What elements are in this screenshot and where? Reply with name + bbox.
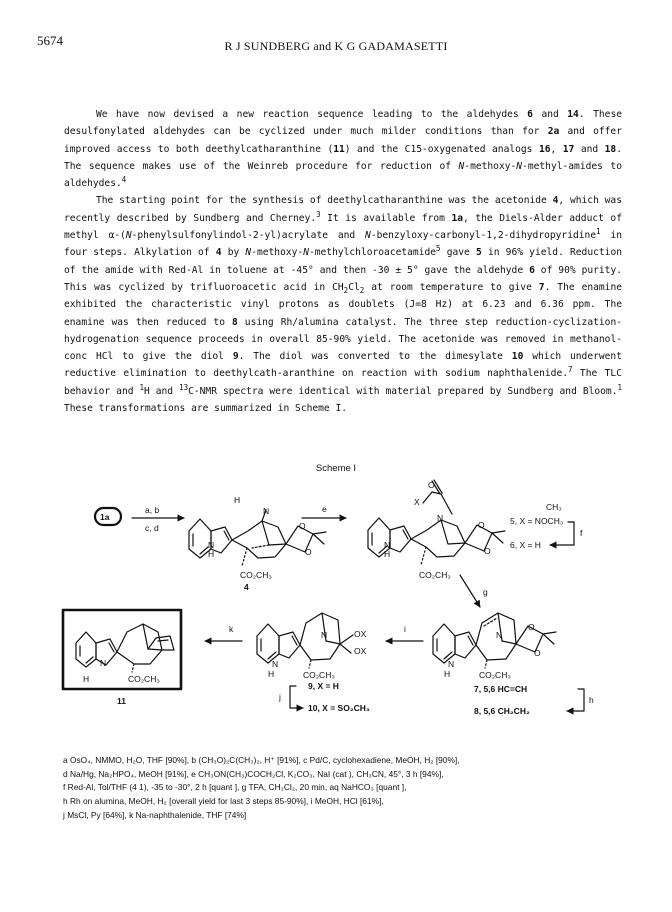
page-number: 5674: [37, 33, 63, 48]
compound-label: 7, 5,6 HC=CH: [474, 684, 528, 694]
atom-label: H: [384, 549, 391, 559]
atom-label: N: [321, 630, 328, 640]
compound-number: 11: [117, 696, 126, 706]
compound-label: 5, X = NOCH₃: [510, 516, 564, 526]
reference-marker: 3: [316, 209, 321, 219]
atom-label: O: [534, 648, 541, 658]
atom-label: N: [437, 513, 444, 523]
footnote-line: d Na/Hg, Na₂HPO₄, MeOH [91%], e CH₃ON(CH₃)COCH₂Cl, K₂CO₃, NaI (cat ), CH₃CN, 45°, 3 h [94%],: [63, 768, 444, 779]
compound-7-8-structure: [433, 613, 556, 668]
scheme-labels: [83, 480, 594, 716]
atom-label: H: [234, 495, 241, 505]
reference-marker: 1: [617, 382, 623, 392]
ester-label: CO₂CH₃: [419, 570, 451, 580]
ester-label: CO₂CH₃: [128, 674, 160, 684]
arrow-g: [460, 575, 480, 607]
atom-label: O: [478, 520, 485, 530]
compound-label: 8, 5,6 CH₂CH₂: [474, 706, 530, 716]
atom-label: N: [384, 540, 391, 550]
atom-label: N: [100, 658, 107, 668]
ester-label: CO₂CH₃: [303, 670, 335, 680]
compound-9-10-structure: [257, 613, 353, 668]
ester-label: CO₂CH₃: [479, 670, 511, 680]
reference-marker: 7: [568, 365, 573, 375]
atom-label: O: [305, 547, 312, 557]
arrow-label: j: [279, 692, 281, 702]
reference-marker: 4: [121, 175, 127, 184]
arrow-f: [550, 522, 574, 545]
compound-label: 10, X = SO₂CH₃: [308, 703, 370, 713]
scheme-footnotes: [63, 754, 633, 823]
paragraph: The starting point for the synthesis of deethylcatharanthine was the acetonide 4, which was recently described by Sundberg and Cherney.$^3$ It is available from 1a, the Diels-Alder adduct of methyl α-(N-phenylsulfonylindol-2-yl)acrylate and N-benzyloxy-carbonyl-1,2-dihydropyridine$^1$ in four steps. Alkylation of 4 by N-methoxy-N-methylchloroacetamide$^5$ gave 5 in 96% yield. Reduction of the amide with Red-Al in toluene at -45° and then -30 ± 5° gave the aldehyde 6 of 90% purity. This was cyclized by trifluoroacetic acid in $CH_2Cl_2$ at room temperature to give 7. The enamine exhibited the characteristic vinyl protons as doublets (J=8 Hz) at 6.23 and 6.36 ppm. The enamine was then reduced to 8 using Rh/alumina catalyst. The three step reduction-cyclization-hydrogenation sequence proceeds in overall 85-90% yield. The acetonide was removed in methanol-conc HCl to give the diol 9. The diol was converted to the dimesylate 10 which underwent reductive elimination to deethylcath-aranthine on reaction with sodium naphthalenide.$^7$ The TLC behavior and $^1$H and $^{13}$C-NMR spectra were identical with material prepared by Sundberg and Bloom.$^1$ These transformations are summarized in Scheme I.: [64, 195, 623, 415]
atom-label: O: [428, 480, 435, 490]
footnote-line: a OsO₄, NMMO, H₂O, THF [90%], b (CH₃O)₂C(CH₃)₂, H⁺ [91%], c Pd/C, cyclohexadiene, MeOH, H₂ [90%],: [63, 755, 460, 765]
reference-marker: 1: [596, 226, 601, 236]
arrow-label: h: [589, 695, 594, 705]
atom-label: H: [444, 669, 451, 679]
start-compound-badge: [95, 508, 121, 525]
paragraph: We have now devised a new reaction sequence leading to the aldehydes 6 and 14. These desulfonylated aldehydes can be cyclized under much milder conditions than for 2a and offer improved access to both deethylcatharanthine (11) and the C15-oxygenated analogs 16, 17 and 18. The sequence makes use of the Weinreb procedure for reduction of N-methoxy-N-methyl-amides to aldehydes.$^4$: [64, 109, 622, 190]
atom-label: O: [299, 521, 306, 531]
atom-label: OX: [354, 629, 367, 639]
atom-label: N: [263, 506, 270, 516]
arrow-label: f: [580, 528, 583, 538]
atom-label: H: [83, 674, 90, 684]
arrow-j: [290, 686, 303, 708]
compound-5-6-structure: [368, 480, 505, 565]
compound-label: 9, X = H: [308, 681, 339, 691]
scheme-title: Scheme I: [315, 463, 357, 474]
compound-4-structure: [189, 510, 326, 566]
arrow-label: a, b: [145, 505, 160, 515]
arrow-label: c, d: [145, 523, 159, 533]
arrow-label: g: [483, 587, 488, 597]
footnote-line: f Red-Al, Tol/THF (4 1), -35 to -30°, 2 h [quant ], g TFA, CH₂Cl₂, 20 min, aq NaHCO₃ [quant ],: [63, 782, 407, 793]
atom-label: N: [448, 659, 455, 669]
atom-label: OX: [354, 646, 367, 656]
compound-label: 6, X = H: [510, 540, 541, 550]
ester-label: CO₂CH₃: [240, 570, 272, 580]
atom-label: N: [208, 540, 215, 550]
reference-marker: 5: [436, 244, 441, 254]
arrow-label: i: [404, 624, 406, 634]
compound-number: 4: [244, 582, 249, 592]
arrow-h: [567, 689, 584, 711]
footnote-line: h Rh on alumina, MeOH, H₂ [overall yield for last 3 steps 85-90%], i MeOH, HCl [61%],: [63, 796, 384, 807]
atom-label: N: [496, 630, 503, 640]
atom-label: N: [272, 659, 279, 669]
atom-label: O: [484, 546, 491, 556]
body-text: [64, 106, 622, 417]
arrow-label: k: [229, 624, 234, 634]
methyl-label: CH₃: [546, 502, 562, 512]
atom-label: O: [528, 622, 535, 632]
atom-label: X: [414, 497, 420, 507]
arrow-label: e: [322, 504, 327, 514]
compound-11-structure: [63, 610, 181, 689]
atom-label: H: [268, 669, 275, 679]
start-compound-label: 1a: [100, 512, 110, 522]
running-head: R J SUNDBERG and K G GADAMASETTI: [224, 39, 448, 53]
footnote-line: j MsCl, Py [64%], k Na-naphthalenide, THF [74%]: [63, 809, 247, 820]
atom-label: H: [208, 549, 215, 559]
